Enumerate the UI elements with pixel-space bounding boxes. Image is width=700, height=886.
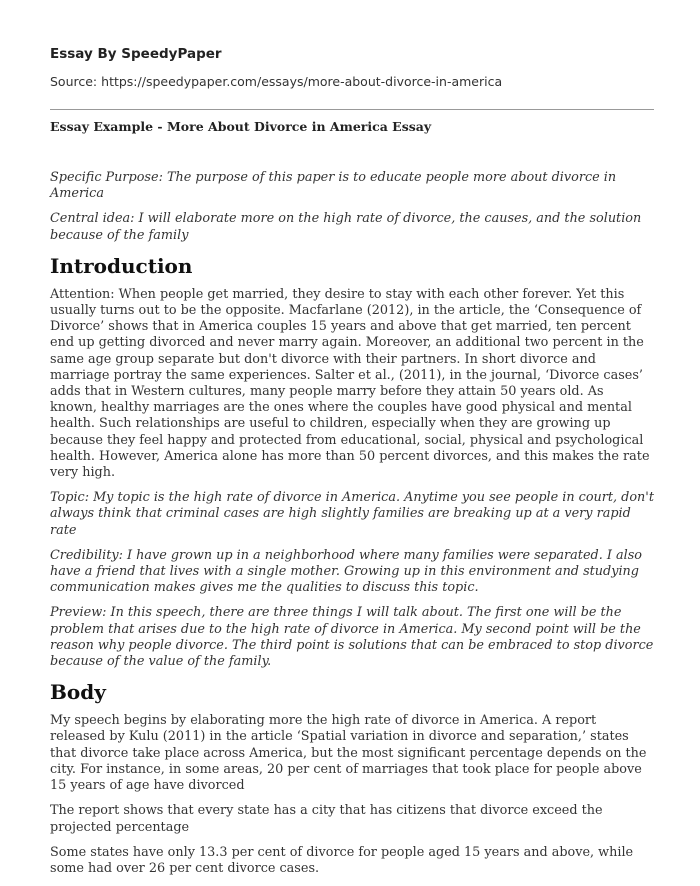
body-paragraph-1: My speech begins by elaborating more the high rate of divorce in America. A report released by Kulu (2011) in the article ‘Spatial variation in divorce and separation,’ states that divorce take place across America, but the most significant percentage depends on the city. For instance, in some areas, 20 per cent of marriages that took place for people above 15 years of age have divorced <box>50 713 647 794</box>
body-heading: Body <box>50 680 106 705</box>
site-title: Essay By SpeedyPaper <box>50 46 222 62</box>
credibility-paragraph: Credibility: I have grown up in a neighborhood where many families were separated. I also have a friend that lives with a single mother. Growing up in this environment and studying communication makes gives me the qualities to discuss this topic. <box>50 547 642 596</box>
body-paragraph-3: Some states have only 13.3 per cent of divorce for people aged 15 years and above, while some had over 26 per cent divorce cases. <box>50 844 634 876</box>
topic-paragraph: Topic: My topic is the high rate of divorce in America. Anytime you see people in court, don't always think that criminal cases are high slightly families are breaking up at a very rapid rate <box>50 490 654 538</box>
essay-content <box>50 170 654 886</box>
specific-purpose: Specific Purpose: The purpose of this paper is to educate people more about divorce in America <box>50 170 617 202</box>
body-paragraph-2: The report shows that every state has a city that has citizens that divorce exceed the projected percentage <box>50 803 603 835</box>
attention-paragraph: Attention: When people get married, they desire to stay with each other forever. Yet this usually turns out to be the opposite. Macfarlane (2012), in the article, the ‘Consequence of Divorce’ shows that in America couples 15 years and above that get married, ten percent end up getting divorced and never marry again. Moreover, an additional two percent in the same age group separate but don't divorce with their partners. In short divorce and marriage portray the same experiences. Salter et al., (2011), in the journal, ‘Divorce cases’ adds that in Western cultures, many people marry before they attain 50 years old. As known, healthy marriages are the ones where the couples have good physical and mental health. Such relationships are useful to children, especially when they are growing up because they feel happy and protected from educational, social, physical and psychological health. However, America alone has more than 50 percent divorces, and this makes the rate very high. <box>50 286 650 481</box>
central-idea: Central idea: I will elaborate more on the high rate of divorce, the causes, and the solution because of the family <box>50 211 642 243</box>
essay-title: Essay Example - More About Divorce in America Essay <box>50 119 432 134</box>
header-divider <box>50 109 654 110</box>
preview-paragraph: Preview: In this speech, there are three things I will talk about. The first one will be the problem that arises due to the high rate of divorce in America. My second point will be the reason why people divorce. The third point is solutions that can be embraced to stop divorce because of the value of the family. <box>50 605 654 670</box>
source-label: Source: <box>50 74 98 89</box>
introduction-heading: Introduction <box>50 253 193 278</box>
source-link[interactable]: https://speedypaper.com/essays/more-about-divorce-in-america <box>101 74 503 89</box>
source-line <box>50 74 502 89</box>
